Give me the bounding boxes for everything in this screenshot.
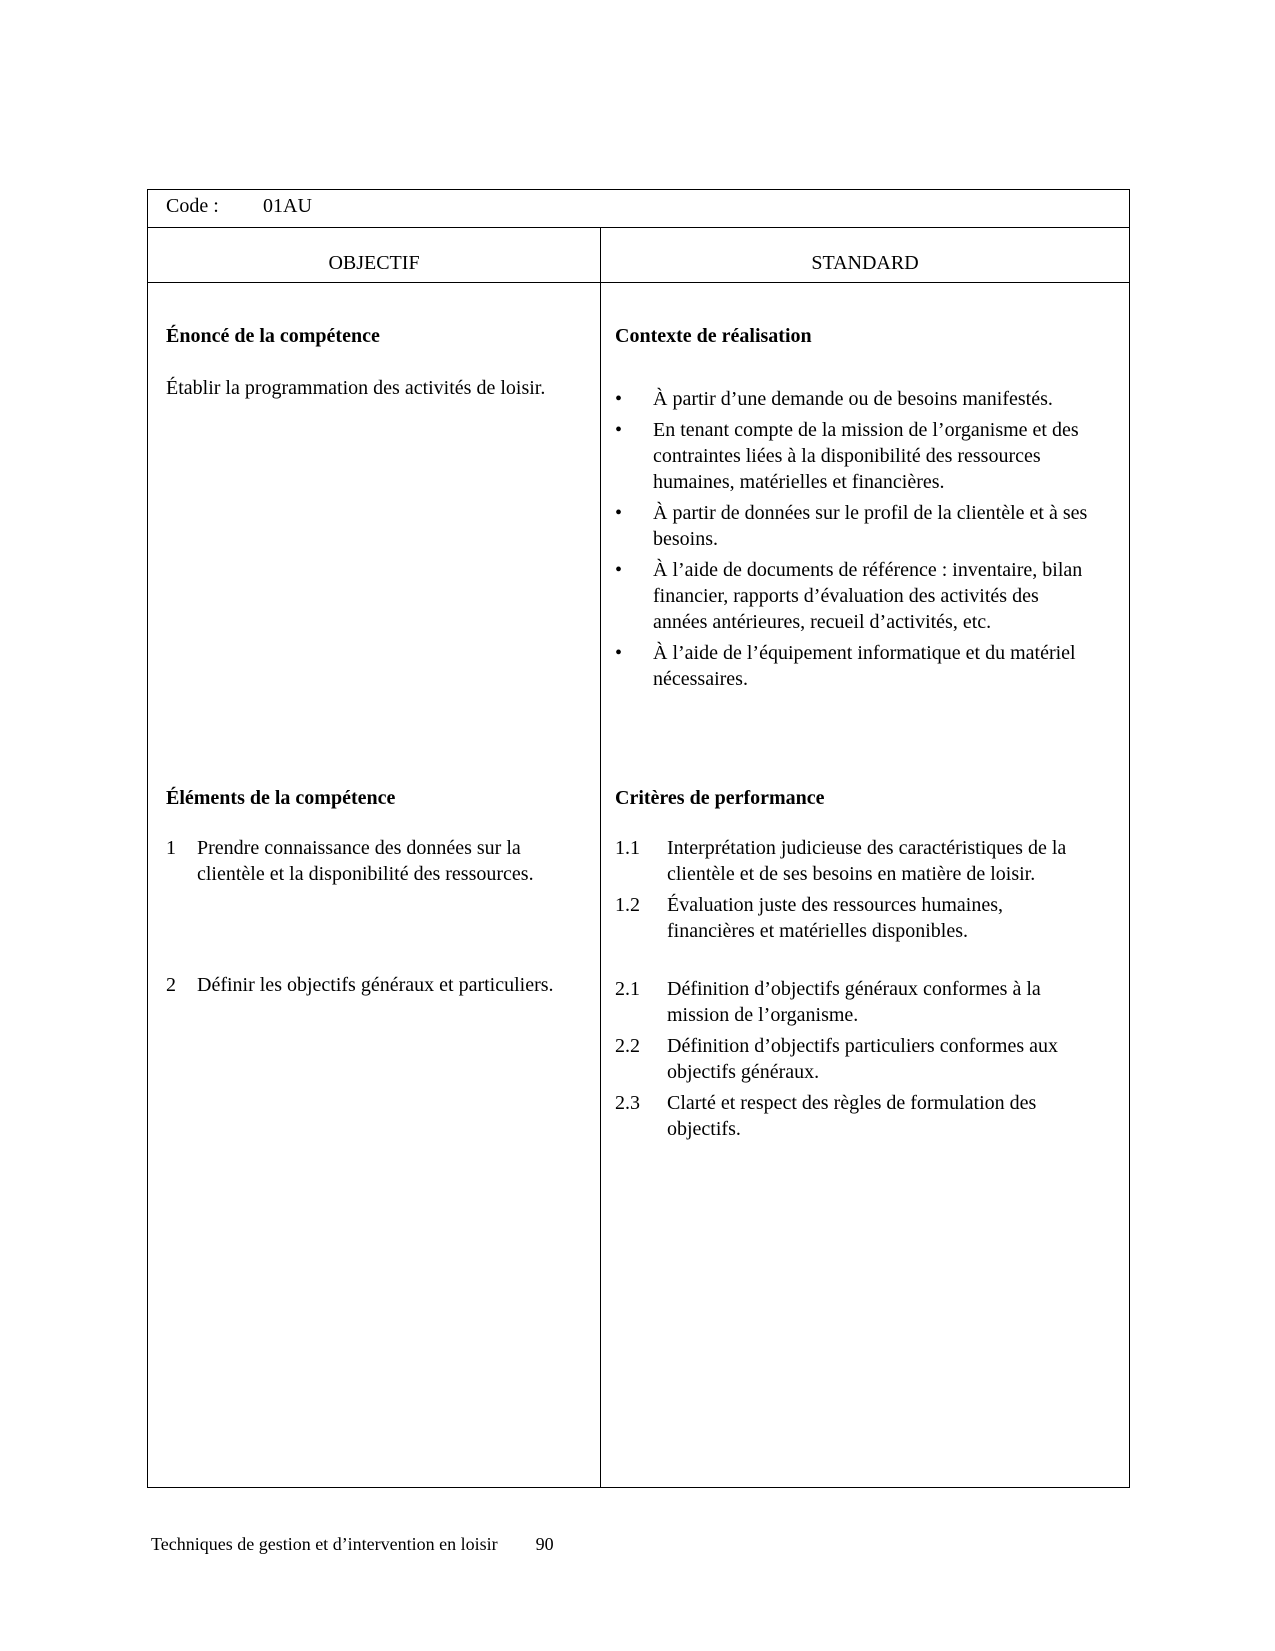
list-item: • À partir de données sur le profil de la clientèle et à ses besoins. [615,502,1088,550]
code-value: 01AU [263,195,312,217]
list-item: 1.1 Interprétation judicieuse des caractéristiques de la clientèle et de ses besoins en matière de loisir. [615,837,1067,885]
list-item: • À l’aide de l’équipement informatique et du matériel nécessaires. [615,642,1076,690]
list-item: • À l’aide de documents de référence : inventaire, bilan financier, rapports d’évaluation des activités des années antérieures, recueil d’activités, etc. [615,559,1083,633]
objectif-header: OBJECTIF [328,252,420,274]
list-item: • À partir d’une demande ou de besoins manifestés. [615,388,1053,410]
footer-text: Techniques de gestion et d’intervention en loisir [151,1534,498,1554]
code-row [148,190,1129,228]
list-item: 2.1 Définition d’objectifs généraux conformes à la mission de l’organisme. [615,978,1041,1026]
list-item: 2 Définir les objectifs généraux et particuliers. [166,974,554,996]
list-item: 1 Prendre connaissance des données sur la clientèle et la disponibilité des ressources. [166,837,534,885]
bullet-icon: • [615,559,623,581]
header-row [148,228,1129,283]
elements-heading: Éléments de la compétence [166,787,396,809]
page-footer [151,1534,554,1555]
criteres-list [615,835,1085,1142]
standard-header: STANDARD [811,252,919,274]
list-item: 2.3 Clarté et respect des règles de formulation des objectifs. [615,1092,1037,1140]
list-item: 2.2 Définition d’objectifs particuliers conformes aux objectifs généraux. [615,1035,1058,1083]
elements-list [166,835,581,998]
contexte-list [615,386,1095,697]
enonce-heading: Énoncé de la compétence [166,325,380,347]
list-item: 1.2 Évaluation juste des ressources humaines, financières et matérielles disponibles. [615,894,1004,942]
bullet-icon: • [615,642,623,664]
bullet-icon: • [615,388,623,410]
bullet-icon: • [615,419,623,441]
enonce-text: Établir la programmation des activités de loisir. [166,377,546,399]
page-number: 90 [535,1534,554,1554]
code-label: Code : [166,195,219,217]
bullet-icon: • [615,502,623,524]
competence-table [147,189,1130,1488]
list-item: • En tenant compte de la mission de l’organisme et des contraintes liées à la disponibilité des ressources humaines, matérielles et financières. [615,419,1079,493]
criteres-heading: Critères de performance [615,787,825,809]
contexte-heading: Contexte de réalisation [615,325,812,347]
column-divider [600,228,601,1487]
